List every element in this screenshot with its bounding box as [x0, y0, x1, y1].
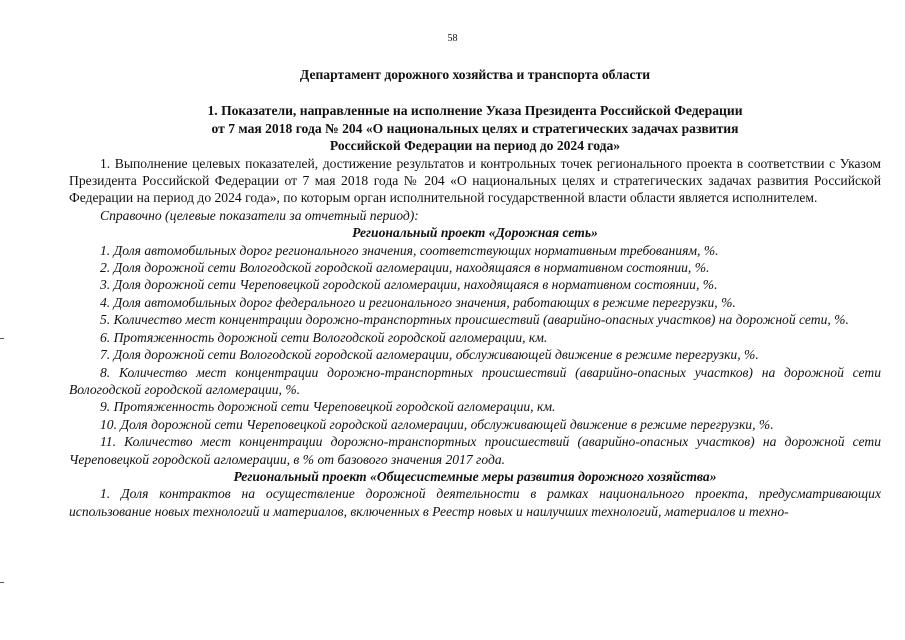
document-body [69, 66, 881, 520]
indicator-item: 11. Количество мест концентрации дорожно-транспортных происшествий (аварийно-опасных участков) на дорожной сети Череповецкой городской агломерации, в % от базового значения 2017 года. [69, 434, 881, 467]
indicator-item: 3. Доля дорожной сети Череповецкой городской агломерации, находящаяся в нормативном состоянии, %. [100, 277, 718, 293]
reference-note: Справочно (целевые показатели за отчетный период): [100, 207, 419, 223]
department-title: Департамент дорожного хозяйства и транспорта области [299, 67, 651, 82]
page-number: 58 [447, 33, 458, 44]
indicator-item: 1. Доля автомобильных дорог регионального значения, соответствующих нормативным требованиям, %. [100, 242, 719, 258]
intro-paragraph: 1. Выполнение целевых показателей, достижение результатов и контрольных точек регионального проекта в соответствии с Указом Президента Российской Федерации от 7 мая 2018 года № 204 «О национальных целях и стратегических задачах развития Российской Федерации на период до 2024 года», по которым орган исполнительной государственной власти области является исполнителем. [69, 155, 881, 206]
section-title-line: от 7 мая 2018 года № 204 «О национальных целях и стратегических задачах развития [211, 120, 739, 136]
project-road-network [69, 224, 881, 468]
project-road-system-measures [69, 468, 881, 520]
indicator-item: 2. Доля дорожной сети Вологодской городской агломерации, находящаяся в нормативном состоянии, %. [100, 260, 710, 276]
project-title: Региональный проект «Дорожная сеть» [352, 225, 598, 241]
indicator-item: 7. Доля дорожной сети Вологодской городской агломерации, обслуживающей движение в режиме перегрузки, %. [100, 347, 759, 363]
project-title: Региональный проект «Общесистемные меры развития дорожного хозяйства» [233, 468, 717, 484]
indicator-item: 5. Количество мест концентрации дорожно-транспортных происшествий (аварийно-опасных участков) на дорожной сети, %. [100, 312, 849, 328]
margin-mark [0, 582, 4, 583]
indicator-item: 10. Доля дорожной сети Череповецкой городской агломерации, обслуживающей движение в режиме перегрузки, %. [100, 416, 774, 432]
indicator-item: 8. Количество мест концентрации дорожно-транспортных происшествий (аварийно-опасных участков) на дорожной сети Вологодской городской агломерации, %. [69, 364, 881, 397]
indicator-item: 1. Доля контрактов на осуществление дорожной деятельности в рамках национального проекта, предусматривающих использование новых технологий и материалов, включенных в Реестр новых и наилучших технологий, материалов и техно- [69, 486, 881, 519]
section-title [69, 102, 881, 154]
section-title-line: Российской Федерации на период до 2024 года» [329, 138, 621, 154]
margin-mark [0, 338, 4, 339]
section-title-line: 1. Показатели, направленные на исполнение Указа Президента Российской Федерации [207, 103, 743, 119]
indicator-item: 9. Протяженность дорожной сети Череповецкой городской агломерации, км. [100, 399, 556, 415]
indicator-item: 4. Доля автомобильных дорог федерального и регионального значения, работающих в режиме перегрузки, %. [100, 294, 736, 310]
indicator-item: 6. Протяженность дорожной сети Вологодской городской агломерации, км. [100, 329, 548, 345]
